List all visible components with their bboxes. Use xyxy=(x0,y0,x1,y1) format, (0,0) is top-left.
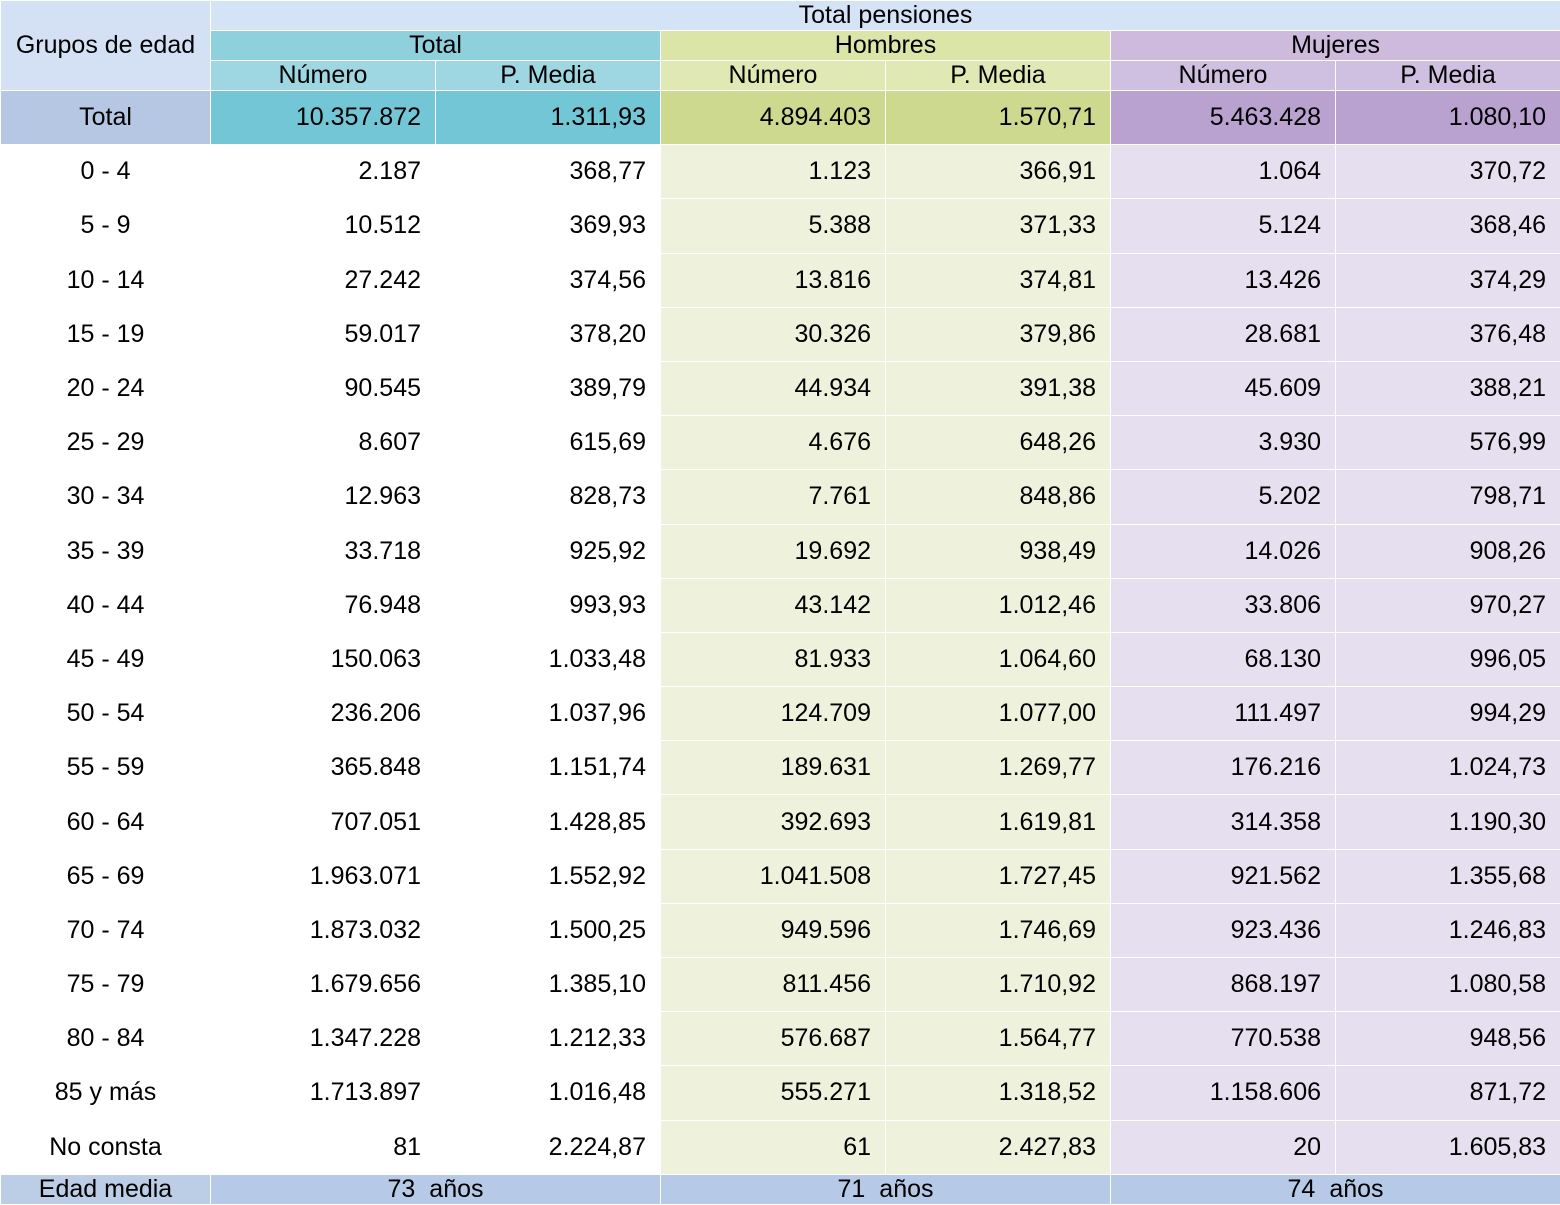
header-total-pensiones: Total pensiones xyxy=(211,1,1560,31)
header-section-mujeres: Mujeres xyxy=(1111,31,1560,61)
table-row xyxy=(1,145,1560,199)
row-total-numero: 1.679.656 xyxy=(211,958,436,1012)
total-row-mujeres-numero: 5.463.428 xyxy=(1111,91,1336,145)
row-mujeres-media: 1.024,73 xyxy=(1336,741,1560,795)
row-total-media: 378,20 xyxy=(436,307,661,361)
table-row xyxy=(1,1120,1560,1174)
header-total-pmedia: P. Media xyxy=(436,61,661,91)
table-row xyxy=(1,632,1560,686)
row-total-numero: 1.713.897 xyxy=(211,1066,436,1120)
row-hombres-media: 648,26 xyxy=(886,416,1111,470)
row-total-numero: 1.873.032 xyxy=(211,903,436,957)
header-total-numero: Número xyxy=(211,61,436,91)
footer-total-value: 73 xyxy=(387,1175,416,1203)
row-hombres-media: 374,81 xyxy=(886,253,1111,307)
row-total-media: 1.151,74 xyxy=(436,741,661,795)
table-row xyxy=(1,524,1560,578)
row-mujeres-numero: 1.158.606 xyxy=(1111,1066,1336,1120)
row-mujeres-media: 368,46 xyxy=(1336,199,1560,253)
row-mujeres-numero: 33.806 xyxy=(1111,578,1336,632)
table-row xyxy=(1,1012,1560,1066)
row-total-media: 1.552,92 xyxy=(436,849,661,903)
row-mujeres-numero: 3.930 xyxy=(1111,416,1336,470)
row-hombres-media: 1.564,77 xyxy=(886,1012,1111,1066)
row-total-media: 1.385,10 xyxy=(436,958,661,1012)
row-hombres-media: 1.710,92 xyxy=(886,958,1111,1012)
table-row-total xyxy=(1,91,1560,145)
header-row-2 xyxy=(1,31,1560,61)
table-row xyxy=(1,578,1560,632)
row-mujeres-numero: 5.124 xyxy=(1111,199,1336,253)
table-row xyxy=(1,416,1560,470)
row-hombres-numero: 1.123 xyxy=(661,145,886,199)
table-row xyxy=(1,741,1560,795)
row-mujeres-media: 1.246,83 xyxy=(1336,903,1560,957)
row-grupo: 50 - 54 xyxy=(1,687,211,741)
row-mujeres-numero: 923.436 xyxy=(1111,903,1336,957)
row-total-numero: 236.206 xyxy=(211,687,436,741)
row-grupo: 80 - 84 xyxy=(1,1012,211,1066)
row-hombres-media: 391,38 xyxy=(886,361,1111,415)
total-row-hombres-media: 1.570,71 xyxy=(886,91,1111,145)
row-hombres-media: 1.318,52 xyxy=(886,1066,1111,1120)
row-total-media: 389,79 xyxy=(436,361,661,415)
row-hombres-numero: 949.596 xyxy=(661,903,886,957)
row-hombres-numero: 1.041.508 xyxy=(661,849,886,903)
row-hombres-media: 848,86 xyxy=(886,470,1111,524)
row-grupo: 85 y más xyxy=(1,1066,211,1120)
footer-mujeres-value: 74 xyxy=(1287,1175,1316,1203)
row-total-numero: 10.512 xyxy=(211,199,436,253)
header-section-hombres: Hombres xyxy=(661,31,1111,61)
row-mujeres-numero: 45.609 xyxy=(1111,361,1336,415)
row-mujeres-media: 798,71 xyxy=(1336,470,1560,524)
row-total-media: 369,93 xyxy=(436,199,661,253)
row-grupo: 15 - 19 xyxy=(1,307,211,361)
row-mujeres-media: 994,29 xyxy=(1336,687,1560,741)
row-grupo: 35 - 39 xyxy=(1,524,211,578)
row-mujeres-media: 1.355,68 xyxy=(1336,849,1560,903)
row-total-media: 993,93 xyxy=(436,578,661,632)
row-mujeres-media: 948,56 xyxy=(1336,1012,1560,1066)
row-mujeres-media: 374,29 xyxy=(1336,253,1560,307)
row-grupo: 20 - 24 xyxy=(1,361,211,415)
row-grupo: 5 - 9 xyxy=(1,199,211,253)
row-hombres-numero: 7.761 xyxy=(661,470,886,524)
row-grupo: 55 - 59 xyxy=(1,741,211,795)
row-hombres-media: 1.746,69 xyxy=(886,903,1111,957)
table-row xyxy=(1,199,1560,253)
row-total-media: 1.033,48 xyxy=(436,632,661,686)
footer-total-unit: años xyxy=(429,1175,484,1203)
row-hombres-numero: 811.456 xyxy=(661,958,886,1012)
row-mujeres-media: 970,27 xyxy=(1336,578,1560,632)
row-grupo: 60 - 64 xyxy=(1,795,211,849)
row-hombres-numero: 44.934 xyxy=(661,361,886,415)
row-hombres-numero: 124.709 xyxy=(661,687,886,741)
row-total-numero: 1.963.071 xyxy=(211,849,436,903)
row-total-numero: 59.017 xyxy=(211,307,436,361)
row-total-media: 374,56 xyxy=(436,253,661,307)
row-grupo: No consta xyxy=(1,1120,211,1174)
row-mujeres-media: 1.080,58 xyxy=(1336,958,1560,1012)
row-hombres-media: 1.269,77 xyxy=(886,741,1111,795)
row-total-numero: 76.948 xyxy=(211,578,436,632)
row-hombres-numero: 81.933 xyxy=(661,632,886,686)
header-hombres-pmedia: P. Media xyxy=(886,61,1111,91)
table-body xyxy=(1,91,1560,1175)
row-mujeres-numero: 176.216 xyxy=(1111,741,1336,795)
row-total-media: 368,77 xyxy=(436,145,661,199)
row-total-media: 1.500,25 xyxy=(436,903,661,957)
row-mujeres-media: 1.190,30 xyxy=(1336,795,1560,849)
table-row xyxy=(1,795,1560,849)
footer-mujeres-edad-media xyxy=(1111,1175,1560,1205)
row-hombres-media: 371,33 xyxy=(886,199,1111,253)
row-total-numero: 81 xyxy=(211,1120,436,1174)
row-hombres-numero: 61 xyxy=(661,1120,886,1174)
row-hombres-media: 366,91 xyxy=(886,145,1111,199)
row-total-media: 925,92 xyxy=(436,524,661,578)
row-mujeres-media: 871,72 xyxy=(1336,1066,1560,1120)
total-row-hombres-numero: 4.894.403 xyxy=(661,91,886,145)
footer-hombres-unit: años xyxy=(879,1175,934,1203)
header-mujeres-numero: Número xyxy=(1111,61,1336,91)
row-mujeres-media: 376,48 xyxy=(1336,307,1560,361)
table-row xyxy=(1,307,1560,361)
row-mujeres-media: 996,05 xyxy=(1336,632,1560,686)
row-total-media: 615,69 xyxy=(436,416,661,470)
row-hombres-numero: 392.693 xyxy=(661,795,886,849)
row-total-numero: 365.848 xyxy=(211,741,436,795)
row-hombres-numero: 30.326 xyxy=(661,307,886,361)
header-hombres-numero: Número xyxy=(661,61,886,91)
row-total-numero: 1.347.228 xyxy=(211,1012,436,1066)
row-grupo: 75 - 79 xyxy=(1,958,211,1012)
row-total-numero: 150.063 xyxy=(211,632,436,686)
row-total-numero: 707.051 xyxy=(211,795,436,849)
row-mujeres-media: 1.605,83 xyxy=(1336,1120,1560,1174)
row-hombres-media: 1.727,45 xyxy=(886,849,1111,903)
row-mujeres-numero: 28.681 xyxy=(1111,307,1336,361)
row-hombres-numero: 5.388 xyxy=(661,199,886,253)
row-total-media: 1.016,48 xyxy=(436,1066,661,1120)
row-hombres-media: 1.012,46 xyxy=(886,578,1111,632)
row-grupo: 65 - 69 xyxy=(1,849,211,903)
row-hombres-media: 1.064,60 xyxy=(886,632,1111,686)
row-grupo: 10 - 14 xyxy=(1,253,211,307)
row-mujeres-numero: 14.026 xyxy=(1111,524,1336,578)
row-mujeres-media: 576,99 xyxy=(1336,416,1560,470)
row-hombres-media: 1.077,00 xyxy=(886,687,1111,741)
footer-label: Edad media xyxy=(1,1175,211,1205)
header-section-total: Total xyxy=(211,31,661,61)
row-mujeres-media: 388,21 xyxy=(1336,361,1560,415)
row-hombres-numero: 189.631 xyxy=(661,741,886,795)
row-total-media: 1.212,33 xyxy=(436,1012,661,1066)
footer-hombres-value: 71 xyxy=(837,1175,866,1203)
row-mujeres-numero: 20 xyxy=(1111,1120,1336,1174)
row-total-media: 2.224,87 xyxy=(436,1120,661,1174)
table-row xyxy=(1,903,1560,957)
row-mujeres-numero: 13.426 xyxy=(1111,253,1336,307)
row-hombres-numero: 4.676 xyxy=(661,416,886,470)
total-row-total-media: 1.311,93 xyxy=(436,91,661,145)
row-grupo: 0 - 4 xyxy=(1,145,211,199)
header-mujeres-pmedia: P. Media xyxy=(1336,61,1560,91)
row-grupo: 25 - 29 xyxy=(1,416,211,470)
row-hombres-numero: 19.692 xyxy=(661,524,886,578)
row-total-numero: 90.545 xyxy=(211,361,436,415)
row-total-media: 828,73 xyxy=(436,470,661,524)
row-hombres-media: 2.427,83 xyxy=(886,1120,1111,1174)
row-hombres-media: 938,49 xyxy=(886,524,1111,578)
row-total-media: 1.037,96 xyxy=(436,687,661,741)
table-row xyxy=(1,958,1560,1012)
table-row xyxy=(1,253,1560,307)
row-mujeres-numero: 868.197 xyxy=(1111,958,1336,1012)
row-mujeres-numero: 770.538 xyxy=(1111,1012,1336,1066)
row-total-numero: 2.187 xyxy=(211,145,436,199)
row-mujeres-media: 908,26 xyxy=(1336,524,1560,578)
row-mujeres-numero: 111.497 xyxy=(1111,687,1336,741)
row-hombres-media: 379,86 xyxy=(886,307,1111,361)
footer-hombres-edad-media xyxy=(661,1175,1111,1205)
header-grupos-de-edad: Grupos de edad xyxy=(1,1,211,91)
row-grupo: 30 - 34 xyxy=(1,470,211,524)
row-mujeres-numero: 314.358 xyxy=(1111,795,1336,849)
row-hombres-numero: 43.142 xyxy=(661,578,886,632)
row-total-numero: 8.607 xyxy=(211,416,436,470)
row-total-numero: 33.718 xyxy=(211,524,436,578)
row-hombres-numero: 576.687 xyxy=(661,1012,886,1066)
row-mujeres-numero: 921.562 xyxy=(1111,849,1336,903)
row-mujeres-numero: 1.064 xyxy=(1111,145,1336,199)
footer-mujeres-unit: años xyxy=(1329,1175,1384,1203)
header-row-3 xyxy=(1,61,1560,91)
footer-total-edad-media xyxy=(211,1175,661,1205)
header-row-1 xyxy=(1,1,1560,31)
row-mujeres-numero: 5.202 xyxy=(1111,470,1336,524)
total-row-total-numero: 10.357.872 xyxy=(211,91,436,145)
row-mujeres-media: 370,72 xyxy=(1336,145,1560,199)
row-mujeres-numero: 68.130 xyxy=(1111,632,1336,686)
table-row xyxy=(1,470,1560,524)
row-hombres-media: 1.619,81 xyxy=(886,795,1111,849)
table-footer xyxy=(1,1175,1560,1205)
row-hombres-numero: 13.816 xyxy=(661,253,886,307)
row-total-numero: 27.242 xyxy=(211,253,436,307)
footer-row-edad-media xyxy=(1,1175,1560,1205)
row-grupo: 45 - 49 xyxy=(1,632,211,686)
row-hombres-numero: 555.271 xyxy=(661,1066,886,1120)
table-row xyxy=(1,849,1560,903)
row-grupo: 70 - 74 xyxy=(1,903,211,957)
total-row-label: Total xyxy=(1,91,211,145)
total-row-mujeres-media: 1.080,10 xyxy=(1336,91,1560,145)
table-header xyxy=(1,1,1560,91)
table-row xyxy=(1,687,1560,741)
row-total-numero: 12.963 xyxy=(211,470,436,524)
row-total-media: 1.428,85 xyxy=(436,795,661,849)
row-grupo: 40 - 44 xyxy=(1,578,211,632)
table-row xyxy=(1,361,1560,415)
table-row xyxy=(1,1066,1560,1120)
